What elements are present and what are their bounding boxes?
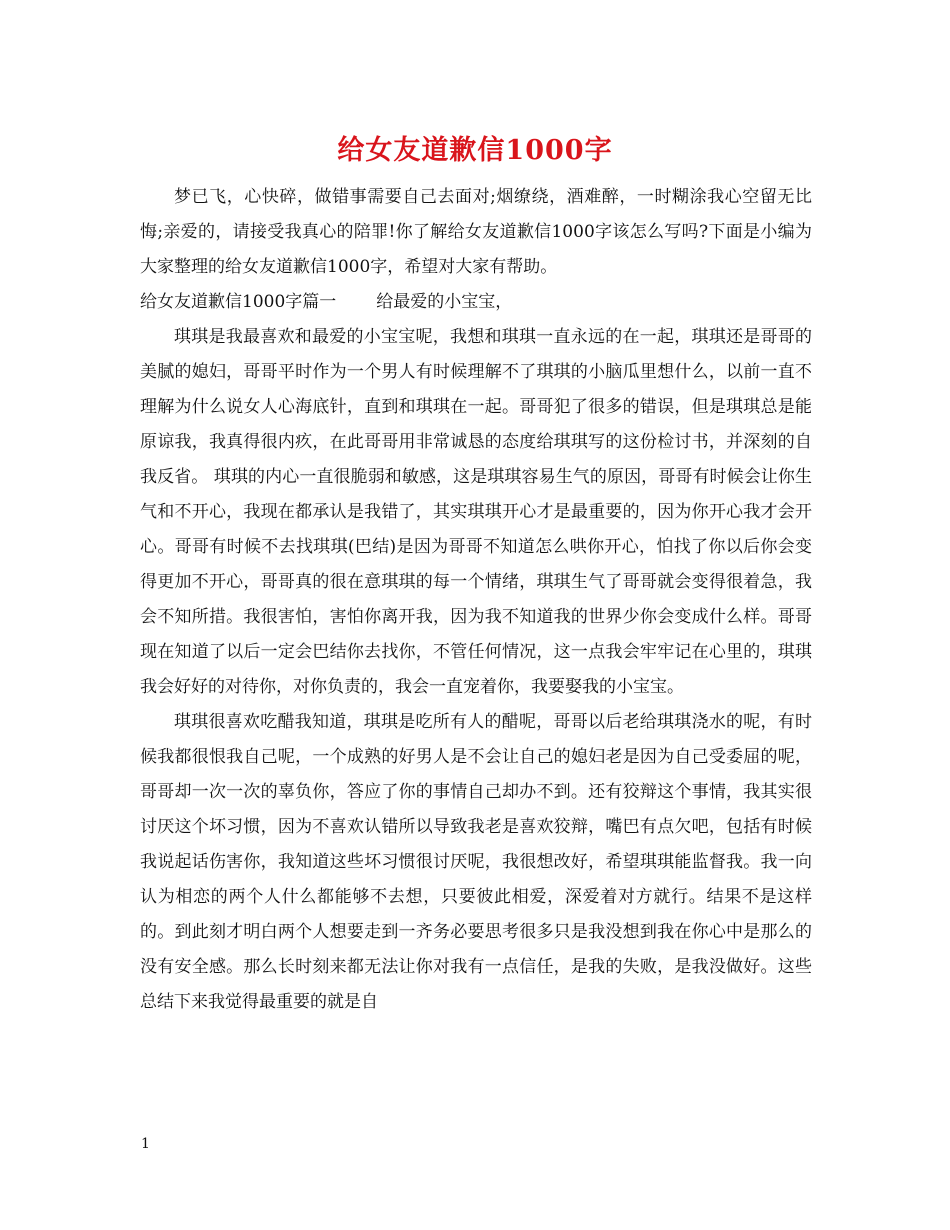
page-number: 1 bbox=[141, 1136, 150, 1152]
document-title: 给女友道歉信1000字 bbox=[337, 135, 613, 166]
body-paragraph: 琪琪是我最喜欢和最爱的小宝宝呢，我想和琪琪一直永远的在一起，琪琪还是哥哥的美腻的媳妇，哥哥平时作为一个男人有时候理解不了琪琪的小脑瓜里想什么，以前一直不理解为什么说女人心海底针，直到和琪琪在一起。哥哥犯了很多的错误，但是琪琪总是能原谅我，我真得很内疚，在此哥哥用非常诚恳的态度给琪琪写的这份检讨书，并深刻的自我反省。 琪琪的内心一直很脆弱和敏感，这是琪琪容易生气的原因，哥哥有时候会让你生气和不开心，我现在都承认是我错了，其实琪琪开心才是最重要的，因为你开心我才会开心。哥哥有时候不去找琪琪(巴结)是因为哥哥不知道怎么哄你开心，怕找了你以后你会变得更加不开心，哥哥真的很在意琪琪的每一个情绪，琪琪生气了哥哥就会变得很着急，我会不知所措。我很害怕，害怕你离开我，因为我不知道我的世界少你会变成什么样。哥哥现在知道了以后一定会巴结你去找你，不管任何情况，这一点我会牢牢记在心里的，琪琪我会好好的对待你，对你负责的，我会一直宠着你，我要娶我的小宝宝。 bbox=[140, 327, 812, 697]
section-heading-line bbox=[140, 285, 812, 320]
intro-paragraph: 梦已飞，心快碎，做错事需要自己去面对;烟缭绕，酒难醉，一时糊涂我心空留无比悔;亲爱的，请接受我真心的陪罪!你了解给女友道歉信1000字该怎么写吗?下面是小编为大家整理的给女友道歉信1000字，希望对大家有帮助。 bbox=[140, 187, 812, 277]
salutation: 给最爱的小宝宝， bbox=[376, 292, 513, 312]
document-body bbox=[140, 180, 812, 1020]
section-heading: 给女友道歉信1000字篇一 bbox=[140, 292, 337, 312]
body-paragraph: 琪琪很喜欢吃醋我知道，琪琪是吃所有人的醋呢，哥哥以后老给琪琪浇水的呢，有时候我都很恨我自己呢，一个成熟的好男人是不会让自己的媳妇老是因为自己受委屈的呢，哥哥却一次一次的辜负你，答应了你的事情自己却办不到。还有狡辩这个事情，我其实很讨厌这个坏习惯，因为不喜欢认错所以导致我老是喜欢狡辩，嘴巴有点欠吧，包括有时候我说起话伤害你，我知道这些坏习惯很讨厌呢，我很想改好，希望琪琪能监督我。我一向认为相恋的两个人什么都能够不去想，只要彼此相爱，深爱着对方就行。结果不是这样的。到此刻才明白两个人想要走到一齐务必要思考很多只是我没想到我在你心中是那么的没有安全感。那么长时刻来都无法让你对我有一点信任，是我的失败，是我没做好。这些总结下来我觉得最重要的就是自 bbox=[140, 712, 812, 1012]
